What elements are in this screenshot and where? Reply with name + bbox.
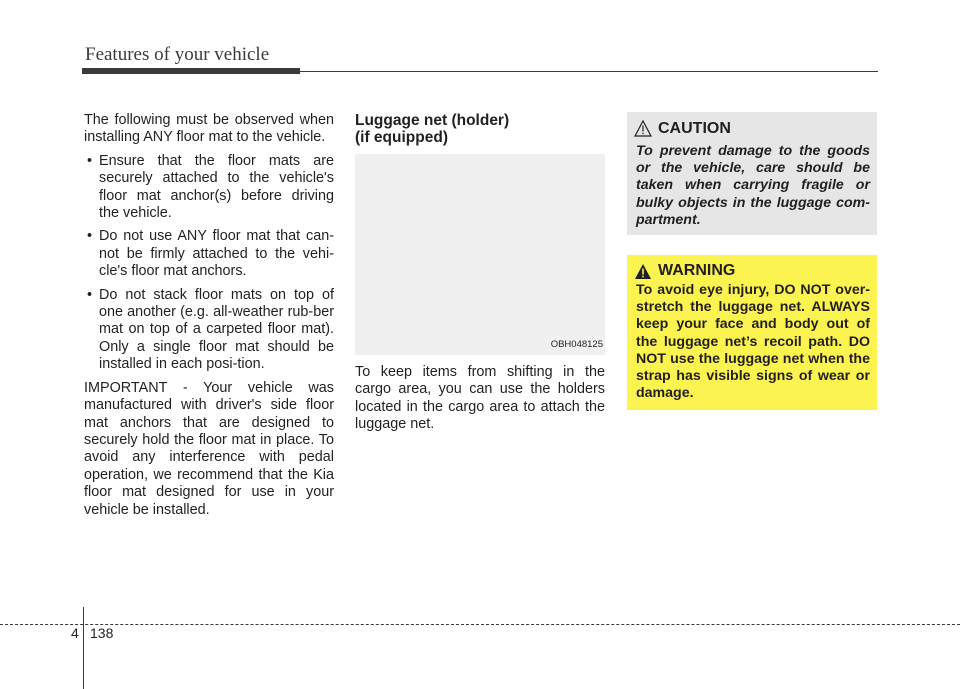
important-note: IMPORTANT - Your vehicle was manufactured with driver's side floor mat anchors that are designed to securely hold the floor mat in place. To avoid any interference with pedal operation, we recommend that the Kia floor mat designed for use in your vehicle be installed. <box>84 379 334 518</box>
header-rule <box>300 71 878 72</box>
luggage-net-illustration <box>355 154 605 355</box>
warning-title: WARNING <box>658 262 736 279</box>
floor-mat-bullet: • Do not use ANY floor mat that can-not be firmly attached to the vehi-cle's floor mat anchors. <box>84 228 334 280</box>
caution-text: To prevent damage to the goods or the vehicle, care should be taken when carrying fragile or bulky objects in the luggage com-partment. <box>636 143 870 228</box>
left-column <box>84 112 334 519</box>
section-title-line2: (if equipped) <box>355 129 448 146</box>
caution-box <box>627 112 877 235</box>
footer-divider-horizontal <box>0 624 960 625</box>
luggage-net-body: To keep items from shifting in the cargo area, you can use the holders located in the cargo area to attach the luggage net. <box>355 364 605 433</box>
warning-text: To avoid eye injury, DO NOT over-stretch the luggage net. ALWAYS keep your face and body out of the luggage net’s recoil path. DO NOT use the luggage net when the strap has visible signs of wear or damage. <box>636 282 870 402</box>
section-title-line1: Luggage net (holder) <box>355 112 510 129</box>
warning-triangle-filled-icon <box>634 263 652 280</box>
caution-triangle-outline-icon <box>634 120 652 137</box>
section-title <box>355 112 605 146</box>
warning-box <box>627 255 877 410</box>
caution-title: CAUTION <box>658 120 731 137</box>
floor-mat-bullet: • Do not stack floor mats on top of one another (e.g. all-weather rub-ber mat on top of a carpeted floor mat). Only a single floor mat should be installed in each posi-tion. <box>84 287 334 374</box>
page-header-title: Features of your vehicle <box>85 44 270 65</box>
floor-mat-intro: The following must be observed when installing ANY floor mat to the vehicle. <box>84 112 334 146</box>
header-accent-bar <box>82 68 300 74</box>
floor-mat-bullet: • Ensure that the floor mats are securely attached to the vehicle's floor mat anchor(s) before driving the vehicle. <box>84 153 334 223</box>
chapter-number: 4 <box>71 625 79 641</box>
footer-divider-vertical <box>83 607 84 689</box>
image-code: OBH048125 <box>550 338 603 350</box>
page-number: 138 <box>90 625 114 641</box>
middle-column <box>355 112 605 434</box>
